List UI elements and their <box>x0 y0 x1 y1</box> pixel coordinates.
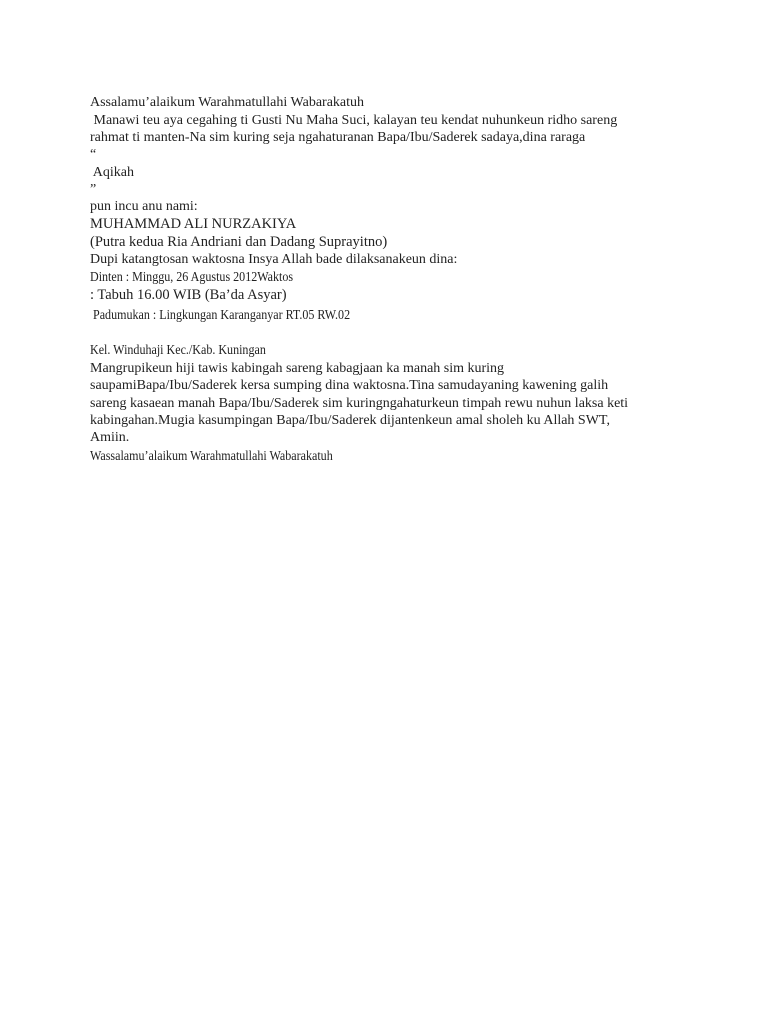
date-line: Dinten : Minggu, 26 Agustus 2012Waktos <box>90 270 294 285</box>
body-line: rahmat ti manten-Na sim kuring seja ngahaturanan Bapa/Ibu/Saderek sadaya,dina raraga <box>90 130 586 145</box>
body-line: Manawi teu aya cegahing ti Gusti Nu Maha Suci, kalayan teu kendat nuhunkeun ridho sareng <box>90 113 618 128</box>
parents-line: (Putra kedua Ria Andriani dan Dadang Suprayitno) <box>90 234 388 250</box>
body-line: sareng kasaean manah Bapa/Ibu/Saderek sim kuringngahaturkeun timpah rewu nuhun laksa keti <box>90 396 629 411</box>
location-line: Padumukan : Lingkungan Karanganyar RT.05 RW.02 <box>90 308 351 323</box>
body-line: kabingahan.Mugia kasumpingan Bapa/Ibu/Saderek dijantenkeun amal sholeh ku Allah SWT, <box>90 413 610 428</box>
time-line: : Tabuh 16.00 WIB (Ba’da Asyar) <box>90 287 287 303</box>
close-quote-line: ” <box>90 182 97 197</box>
body-line: Amiin. <box>90 430 130 445</box>
event-name-line: Aqikah <box>90 165 134 180</box>
body-line: saupamiBapa/Ibu/Saderek kersa sumping dina waktosna.Tina samudayaning kawening galih <box>90 378 609 393</box>
closing-line: Wassalamu’alaikum Warahmatullahi Wabarakatuh <box>90 449 333 464</box>
location-detail-line: Kel. Winduhaji Kec./Kab. Kuningan <box>90 343 266 358</box>
child-name-line: MUHAMMAD ALI NURZAKIYA <box>90 216 297 232</box>
body-line: Mangrupikeun hiji tawis kabingah sareng kabagjaan ka manah sim kuring <box>90 361 505 376</box>
schedule-intro-line: Dupi katangtosan waktosna Insya Allah bade dilaksanakeun dina: <box>90 252 458 267</box>
body-line: pun incu anu nami: <box>90 199 198 214</box>
open-quote-line: “ <box>90 147 97 162</box>
greeting-line: Assalamu’alaikum Warahmatullahi Wabarakatuh <box>90 95 365 110</box>
